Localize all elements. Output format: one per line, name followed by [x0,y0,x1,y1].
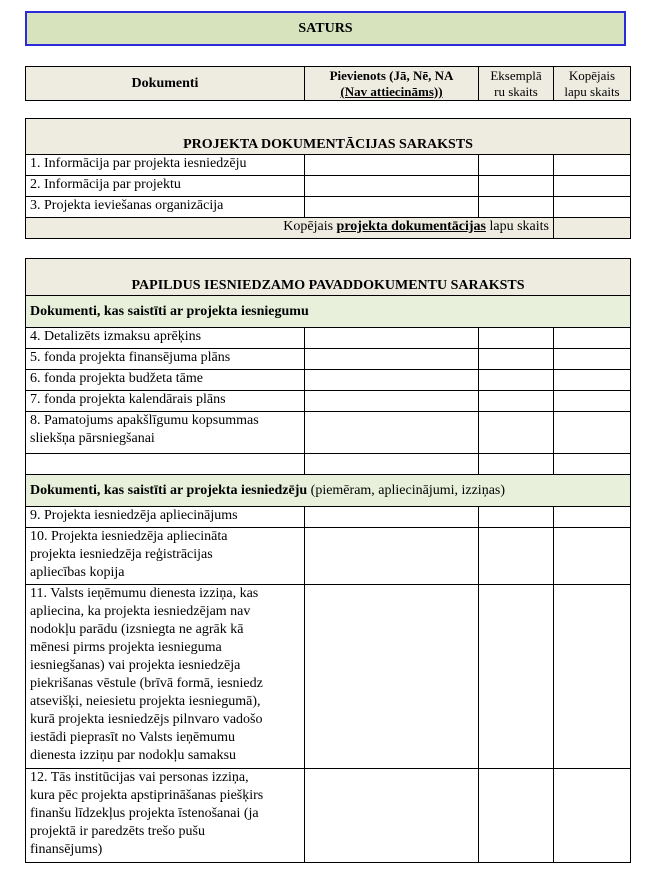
pages-cell[interactable] [554,454,631,475]
pages-cell[interactable] [554,349,631,370]
section2-title: PAPILDUS IESNIEDZAMO PAVADDOKUMENTU SARAKSTS [26,259,631,296]
table-row: 1. Informācija par projekta iesniedzēju [26,155,305,176]
table-row: 4. Detalizēts izmaksu aprēķins [26,328,305,349]
pages-cell[interactable] [554,197,631,218]
added-cell[interactable] [305,370,479,391]
project-docs-table [25,118,631,239]
pages-cell[interactable] [554,507,631,528]
pages-cell[interactable] [554,585,631,769]
copies-cell[interactable] [479,507,554,528]
copies-cell[interactable] [479,328,554,349]
added-cell[interactable] [305,585,479,769]
additional-docs-table [25,258,631,863]
added-cell[interactable] [305,528,479,585]
section1-title: PROJEKTA DOKUMENTĀCIJAS SARAKSTS [26,119,631,155]
page-title: SATURS [25,11,626,46]
added-cell[interactable] [305,412,479,454]
table-row: 10. Projekta iesniedzēja apliecināta projekta iesniedzēja reģistrācijas apliecības kopija [26,528,305,585]
copies-cell[interactable] [479,370,554,391]
added-cell[interactable] [305,507,479,528]
copies-cell[interactable] [479,176,554,197]
copies-cell[interactable] [479,197,554,218]
added-cell[interactable] [305,349,479,370]
copies-cell[interactable] [479,155,554,176]
copies-cell[interactable] [479,769,554,863]
table-row: 7. fonda projekta kalendārais plāns [26,391,305,412]
table-row: 5. fonda projekta finansējuma plāns [26,349,305,370]
table-row: 3. Projekta ieviešanas organizācija [26,197,305,218]
added-cell[interactable] [305,328,479,349]
copies-cell[interactable] [479,454,554,475]
subsection-application: Dokumenti, kas saistīti ar projekta iesniegumu [26,296,631,328]
added-cell[interactable] [305,391,479,412]
table-row: 11. Valsts ieņēmumu dienesta izziņa, kas apliecina, ka projekta iesniedzējam nav nodokļu parādu (izsniegta ne agrāk kā mēnesi pirms projekta iesnieguma iesniegšanas) vai projekta iesniedzēja piekrišanas vēstule (brīvā formā, iesniedz atsevišķi, neiesietu projekta iesniegumā), kurā projekta iesniedzējs pilnvaro vadošo iestādi pieprasīt no Valsts ieņēmumu dienesta izziņu par nodokļu samaksu [26,585,305,769]
pages-cell[interactable] [554,391,631,412]
added-cell[interactable] [305,155,479,176]
pages-cell[interactable] [554,155,631,176]
added-cell[interactable] [305,197,479,218]
table-row: 2. Informācija par projektu [26,176,305,197]
copies-cell[interactable] [479,585,554,769]
table-row: 9. Projekta iesniedzēja apliecinājums [26,507,305,528]
col-pages: Kopējais lapu skaits [554,67,631,101]
table-row: 6. fonda projekta budžeta tāme [26,370,305,391]
added-cell[interactable] [305,176,479,197]
pages-cell[interactable] [554,412,631,454]
subsection-applicant: Dokumenti, kas saistīti ar projekta iesniedzēju (piemēram, apliecinājumi, izziņas) [26,475,631,507]
pages-cell[interactable] [554,328,631,349]
empty-row [26,454,305,475]
copies-cell[interactable] [479,349,554,370]
added-cell[interactable] [305,454,479,475]
pages-cell[interactable] [554,528,631,585]
table-row: 8. Pamatojums apakšlīgumu kopsummas sliekšņa pārsniegšanai [26,412,305,454]
header-table [25,66,631,101]
copies-cell[interactable] [479,412,554,454]
total-pages-cell[interactable] [554,218,631,239]
col-documents: Dokumenti [26,67,305,101]
table-row: 12. Tās institūcijas vai personas izziņa, kura pēc projekta apstiprināšanas piešķirs finanšu līdzekļus projekta īstenošanai (ja projektā ir paredzēts trešo pušu finansējums) [26,769,305,863]
pages-cell[interactable] [554,769,631,863]
col-added: Pievienots (Jā, Nē, NA (Nav attiecināms)) [305,67,479,101]
col-copies: Eksemplā ru skaits [479,67,554,101]
copies-cell[interactable] [479,528,554,585]
added-cell[interactable] [305,769,479,863]
total-label: Kopējais projekta dokumentācijas lapu skaits [26,218,554,239]
copies-cell[interactable] [479,391,554,412]
pages-cell[interactable] [554,176,631,197]
pages-cell[interactable] [554,370,631,391]
